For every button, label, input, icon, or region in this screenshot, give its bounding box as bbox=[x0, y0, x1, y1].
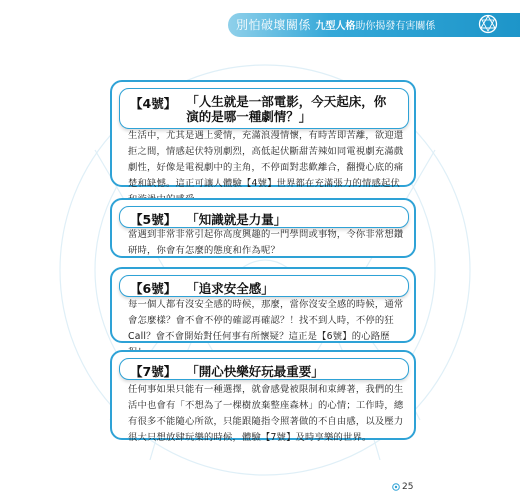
type-7-card bbox=[110, 350, 416, 443]
header-title-rest: 助你揭發有害關係 bbox=[355, 21, 436, 32]
enneagram-logo-icon bbox=[478, 14, 498, 34]
type-5-card bbox=[110, 198, 416, 258]
page-number-icon bbox=[392, 483, 400, 491]
type-6-body: 每一個人都有沒安全感的時候，那麼，當你沒安全感的時候，通常會怎麼樣？會不會不停的確認再確認？！找不到人時，不停的狂Call？會不會開始對任何事有所懷疑？這正是【6號】的心路歷 bbox=[128, 299, 404, 342]
type-6-quote: 「追求安全感」 bbox=[186, 281, 274, 296]
page-header bbox=[0, 0, 520, 42]
type-4-quote: 「人生就是一部電影，今天起床，你演的是哪一種劇情？」 bbox=[186, 94, 387, 124]
header-title-bold: 九型人格 bbox=[315, 21, 356, 32]
type-5-body: 當遇到非常非常引起你高度興趣的一門學問或事物，令你非常想鑽研時，你會有怎麼的態度和作為呢？ bbox=[128, 229, 404, 256]
type-5-heading bbox=[119, 206, 409, 228]
type-7-body: 任何事如果只能有一種選擇，就會感覺被限制和束縛著，我們的生活中也會有「不想為了一棵樹放棄整座森林」的心情；工作時，總有很多不能隨心所欲，只能跟隨指令照著做的不自由感，以及壓力很大只想放肆玩樂的時候，體驗【7號】及時享樂的世界。 bbox=[128, 384, 404, 443]
type-7-quote: 「開心快樂好玩最重要」 bbox=[186, 364, 324, 379]
type-4-body: 生活中，尤其是遇上愛情，充滿浪漫情懷，有時苦即苦離，欲迎還拒之間，情感起伏特別劇烈，高低起伏斷甜苦辣如同電視劇充滿戲劇性，好像是電視劇中的主角，不停面對悲歡離合，翻攪心底的痛楚和缺憾。這正可讓人體驗【4號】世界都在充滿張力的情感起伏 bbox=[128, 130, 404, 189]
header-title-main: 別怕破壞關係 bbox=[236, 18, 312, 32]
type-5-number: 【5號】 bbox=[130, 212, 177, 227]
type-7-heading bbox=[119, 358, 409, 380]
type-6-card bbox=[110, 267, 416, 343]
type-6-number: 【6號】 bbox=[130, 281, 177, 296]
type-7-number: 【7號】 bbox=[130, 364, 177, 379]
header-title bbox=[236, 16, 435, 33]
page-number: 25 bbox=[402, 482, 414, 492]
type-4-number: 【4號】 bbox=[130, 96, 177, 111]
type-4-heading bbox=[119, 88, 409, 129]
type-4-card bbox=[110, 80, 416, 187]
type-6-heading bbox=[119, 275, 409, 297]
type-5-quote: 「知識就是力量」 bbox=[186, 212, 287, 227]
